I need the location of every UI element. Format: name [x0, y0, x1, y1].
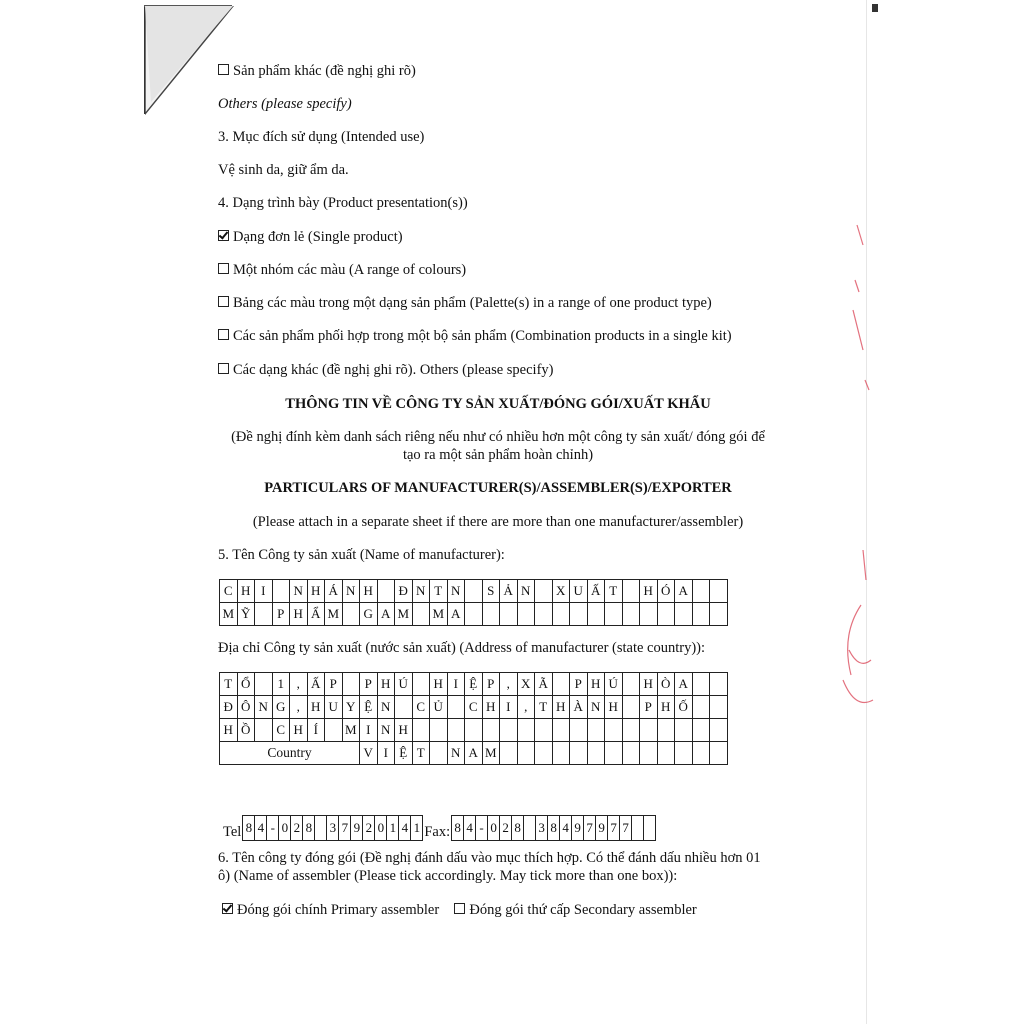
- grid-cell: [500, 603, 518, 626]
- grid-cell: Á: [325, 580, 343, 603]
- section5-heading: 5. Tên Công ty sản xuất (Name of manufacturer):: [218, 547, 505, 563]
- grid-cell: H: [220, 719, 238, 742]
- grid-cell: [272, 580, 290, 603]
- grid-cell: [465, 603, 483, 626]
- grid-cell: [657, 742, 675, 765]
- digit-cell: 2: [291, 816, 303, 840]
- grid-cell: Ố: [675, 696, 693, 719]
- grid-cell: [622, 696, 640, 719]
- grid-cell: [587, 742, 605, 765]
- grid-cell: A: [675, 673, 693, 696]
- digit-cell: -: [267, 816, 279, 840]
- grid-cell: H: [237, 580, 255, 603]
- grid-row: [220, 580, 728, 603]
- grid-cell: Đ: [395, 580, 413, 603]
- grid-cell: [640, 719, 658, 742]
- grid-cell: [255, 603, 273, 626]
- digit-cell: [644, 816, 655, 840]
- grid-cell: ,: [290, 673, 308, 696]
- grid-cell: [605, 719, 623, 742]
- grid-cell: V: [360, 742, 378, 765]
- grid-cell: [657, 719, 675, 742]
- digit-cell: 4: [255, 816, 267, 840]
- manufacturer-address-grid: [219, 672, 728, 765]
- presentation-option: Bảng các màu trong một dạng sản phẩm (Palette(s) in a range of one product type): [218, 295, 712, 311]
- grid-cell: P: [360, 673, 378, 696]
- grid-cell: [517, 603, 535, 626]
- grid-cell: Í: [307, 719, 325, 742]
- grid-cell: M: [395, 603, 413, 626]
- grid-cell: N: [447, 580, 465, 603]
- digit-cell: 2: [363, 816, 375, 840]
- grid-cell: [622, 673, 640, 696]
- grid-cell: [535, 742, 553, 765]
- grid-cell: Ò: [657, 673, 675, 696]
- digit-cell: 3: [536, 816, 548, 840]
- grid-cell: [570, 719, 588, 742]
- digit-cell: 9: [351, 816, 363, 840]
- checkbox-icon: [454, 903, 465, 914]
- digit-cell: 9: [596, 816, 608, 840]
- grid-cell: [692, 673, 710, 696]
- grid-cell: N: [447, 742, 465, 765]
- grid-cell: I: [500, 696, 518, 719]
- grid-cell: [552, 673, 570, 696]
- grid-cell: [255, 719, 273, 742]
- grid-cell: N: [377, 696, 395, 719]
- grid-row: [220, 673, 728, 696]
- grid-cell: N: [412, 580, 430, 603]
- grid-cell: H: [482, 696, 500, 719]
- grid-cell: [570, 742, 588, 765]
- corner-mark: [872, 4, 878, 12]
- grid-cell: [587, 719, 605, 742]
- grid-cell: S: [482, 580, 500, 603]
- presentation-option: Các sản phẩm phối hợp trong một bộ sản phẩm (Combination products in a single kit): [218, 328, 732, 344]
- secondary-assembler-label: Đóng gói thứ cấp Secondary assembler: [469, 902, 697, 918]
- grid-cell: [255, 673, 273, 696]
- grid-cell: H: [552, 696, 570, 719]
- grid-cell: M: [482, 742, 500, 765]
- grid-cell: [377, 580, 395, 603]
- grid-cell: Ô: [237, 696, 255, 719]
- presentation-option: Dạng đơn lẻ (Single product): [218, 229, 403, 245]
- digit-cell: 8: [303, 816, 315, 840]
- grid-cell: [675, 742, 693, 765]
- grid-cell: Ú: [395, 673, 413, 696]
- section6-heading: 6. Tên công ty đóng gói (Đề nghị đánh dấu vào mục thích hợp. Có thể đánh dấu nhiều hơn 01: [218, 850, 761, 866]
- grid-cell: P: [640, 696, 658, 719]
- section3-value: Vệ sinh da, giữ ẩm da.: [218, 162, 349, 178]
- grid-cell: [535, 580, 553, 603]
- grid-cell: H: [360, 580, 378, 603]
- grid-cell: G: [360, 603, 378, 626]
- digit-cell: 9: [572, 816, 584, 840]
- digit-cell: 3: [327, 816, 339, 840]
- grid-cell: Ủ: [430, 696, 448, 719]
- grid-cell: A: [675, 580, 693, 603]
- checkbox-checked-icon: [218, 230, 229, 241]
- digit-cell: 7: [584, 816, 596, 840]
- grid-cell: P: [482, 673, 500, 696]
- grid-cell: Ỹ: [237, 603, 255, 626]
- checkbox-icon: [218, 263, 229, 274]
- grid-cell: [605, 603, 623, 626]
- grid-cell: [465, 580, 483, 603]
- checkbox-checked-icon: [222, 903, 233, 914]
- digit-cell: 8: [243, 816, 255, 840]
- grid-cell: N: [587, 696, 605, 719]
- grid-cell: [710, 696, 728, 719]
- grid-cell: [622, 719, 640, 742]
- digit-cell: 1: [413, 820, 421, 835]
- grid-cell: C: [220, 580, 238, 603]
- grid-cell: H: [307, 580, 325, 603]
- grid-cell: T: [430, 580, 448, 603]
- grid-cell: N: [255, 696, 273, 719]
- grid-cell: M: [325, 603, 343, 626]
- grid-cell: Ấ: [307, 673, 325, 696]
- grid-cell: ,: [290, 696, 308, 719]
- grid-cell: H: [430, 673, 448, 696]
- checkbox-icon: [218, 296, 229, 307]
- checkbox-icon: [218, 363, 229, 374]
- digit-cell: [632, 816, 644, 840]
- grid-cell: H: [640, 580, 658, 603]
- grid-cell: [587, 603, 605, 626]
- red-stamp-fragment: [835, 210, 875, 730]
- digit-cell: 4: [399, 816, 411, 840]
- grid-cell: Ã: [535, 673, 553, 696]
- digit-cell: -: [476, 816, 488, 840]
- grid-cell: [622, 580, 640, 603]
- grid-cell: [710, 603, 728, 626]
- grid-cell: Ú: [605, 673, 623, 696]
- grid-cell: [605, 742, 623, 765]
- grid-cell: [710, 673, 728, 696]
- contact-row: [223, 815, 656, 841]
- company-info-title-en: PARTICULARS OF MANUFACTURER(S)/ASSEMBLER(S)/EXPORTER: [264, 480, 732, 496]
- grid-cell: [325, 719, 343, 742]
- grid-cell: H: [377, 673, 395, 696]
- grid-cell: [342, 603, 360, 626]
- section6-heading-2: ô) (Name of assembler (Please tick accordingly. May tick more than one box)):: [218, 868, 678, 884]
- grid-cell: [710, 719, 728, 742]
- grid-cell: [675, 719, 693, 742]
- grid-cell: Ệ: [465, 673, 483, 696]
- grid-cell: H: [395, 719, 413, 742]
- grid-cell: N: [377, 719, 395, 742]
- grid-cell: À: [570, 696, 588, 719]
- digit-cell: 8: [452, 816, 464, 840]
- grid-cell: Đ: [220, 696, 238, 719]
- grid-cell: H: [605, 696, 623, 719]
- grid-cell: [710, 742, 728, 765]
- digit-cell: 4: [560, 816, 572, 840]
- address-label: Địa chỉ Công ty sản xuất (nước sản xuất) (Address of manufacturer (state country)):: [218, 640, 706, 656]
- company-info-note-vi: (Đề nghị đính kèm danh sách riêng nếu như có nhiều hơn một công ty sản xuất/ đóng gói để: [231, 429, 765, 445]
- grid-cell: [692, 719, 710, 742]
- grid-cell: A: [377, 603, 395, 626]
- grid-cell: U: [325, 696, 343, 719]
- company-info-title-vi: THÔNG TIN VỀ CÔNG TY SẢN XUẤT/ĐÓNG GÓI/XUẤT KHẨU: [285, 396, 711, 412]
- country-row: [220, 742, 728, 765]
- section4-heading: 4. Dạng trình bày (Product presentation(s)): [218, 195, 468, 211]
- grid-cell: N: [517, 580, 535, 603]
- grid-cell: [657, 603, 675, 626]
- grid-cell: [395, 696, 413, 719]
- grid-cell: [622, 742, 640, 765]
- digit-cell: 4: [464, 816, 476, 840]
- digit-cell: 7: [608, 816, 620, 840]
- grid-cell: G: [272, 696, 290, 719]
- grid-cell: [622, 603, 640, 626]
- grid-cell: I: [377, 742, 395, 765]
- grid-cell: [412, 719, 430, 742]
- grid-cell: [482, 603, 500, 626]
- grid-cell: I: [255, 580, 273, 603]
- grid-cell: N: [290, 580, 308, 603]
- grid-cell: [482, 719, 500, 742]
- section3-heading: 3. Mục đích sử dụng (Intended use): [218, 129, 425, 145]
- company-info-note-vi-2: tạo ra một sản phẩm hoàn chỉnh): [402, 447, 594, 463]
- grid-cell: H: [640, 673, 658, 696]
- manufacturer-name-grid: [219, 579, 728, 626]
- grid-cell: M: [430, 603, 448, 626]
- grid-cell: Ệ: [360, 696, 378, 719]
- grid-cell: [640, 742, 658, 765]
- grid-cell: [500, 719, 518, 742]
- grid-cell: [692, 603, 710, 626]
- grid-cell: [447, 719, 465, 742]
- grid-cell: [412, 603, 430, 626]
- grid-cell: T: [535, 696, 553, 719]
- grid-cell: H: [587, 673, 605, 696]
- grid-cell: H: [307, 696, 325, 719]
- grid-cell: Ồ: [237, 719, 255, 742]
- grid-cell: [517, 719, 535, 742]
- grid-cell: X: [517, 673, 535, 696]
- grid-cell: T: [220, 673, 238, 696]
- grid-cell: [675, 603, 693, 626]
- grid-cell: Ấ: [587, 580, 605, 603]
- grid-cell: [552, 742, 570, 765]
- grid-row: [220, 603, 728, 626]
- option-other-products: Sản phẩm khác (đề nghị ghi rõ): [218, 63, 416, 79]
- grid-cell: [570, 603, 588, 626]
- grid-row: [220, 719, 728, 742]
- grid-cell: [535, 719, 553, 742]
- grid-cell: [640, 603, 658, 626]
- grid-cell: [517, 742, 535, 765]
- grid-cell: ,: [517, 696, 535, 719]
- grid-cell: [430, 719, 448, 742]
- country-label: Country: [220, 742, 360, 765]
- presentation-option: Các dạng khác (đề nghị ghi rõ). Others (please specify): [218, 362, 554, 378]
- digit-cell: 0: [488, 816, 500, 840]
- digit-cell: 8: [512, 816, 524, 840]
- digit-cell: 0: [279, 816, 291, 840]
- digit-cell: [315, 816, 327, 840]
- grid-cell: Ổ: [237, 673, 255, 696]
- grid-cell: A: [465, 742, 483, 765]
- grid-cell: T: [412, 742, 430, 765]
- fax-label: Fax:: [424, 824, 451, 840]
- grid-cell: [447, 696, 465, 719]
- grid-cell: [552, 719, 570, 742]
- grid-row: [220, 696, 728, 719]
- digit-cell: 7: [339, 816, 351, 840]
- grid-cell: A: [447, 603, 465, 626]
- grid-cell: [430, 742, 448, 765]
- assembler-options: [222, 902, 697, 918]
- grid-cell: P: [570, 673, 588, 696]
- presentation-option: Một nhóm các màu (A range of colours): [218, 262, 466, 278]
- grid-cell: Y: [342, 696, 360, 719]
- checkbox-icon: [218, 329, 229, 340]
- grid-cell: C: [465, 696, 483, 719]
- grid-cell: Ẩ: [307, 603, 325, 626]
- grid-cell: [412, 673, 430, 696]
- digit-cell: 8: [548, 816, 560, 840]
- grid-cell: C: [412, 696, 430, 719]
- grid-cell: [710, 580, 728, 603]
- grid-cell: P: [272, 603, 290, 626]
- grid-cell: I: [447, 673, 465, 696]
- grid-cell: H: [290, 719, 308, 742]
- checkbox-icon: [218, 64, 229, 75]
- grid-cell: [692, 580, 710, 603]
- grid-cell: Ó: [657, 580, 675, 603]
- grid-cell: T: [605, 580, 623, 603]
- digit-cell: 7: [620, 816, 632, 840]
- grid-cell: [500, 742, 518, 765]
- grid-cell: [535, 603, 553, 626]
- grid-cell: [692, 696, 710, 719]
- grid-cell: 1: [272, 673, 290, 696]
- grid-cell: N: [342, 580, 360, 603]
- grid-cell: [342, 673, 360, 696]
- digit-cell: 1: [387, 816, 399, 840]
- grid-cell: [692, 742, 710, 765]
- grid-cell: Ệ: [395, 742, 413, 765]
- fax-digits: [451, 815, 656, 841]
- grid-cell: M: [342, 719, 360, 742]
- grid-cell: M: [220, 603, 238, 626]
- company-info-note-en: (Please attach in a separate sheet if there are more than one manufacturer/assembler): [252, 514, 744, 530]
- grid-cell: U: [570, 580, 588, 603]
- grid-cell: H: [657, 696, 675, 719]
- digit-cell: 2: [500, 816, 512, 840]
- grid-cell: ,: [500, 673, 518, 696]
- grid-cell: P: [325, 673, 343, 696]
- digit-cell: 0: [375, 816, 387, 840]
- tel-digits: [242, 815, 423, 841]
- grid-cell: I: [360, 719, 378, 742]
- grid-cell: Ả: [500, 580, 518, 603]
- grid-cell: [552, 603, 570, 626]
- digit-cell: [524, 816, 536, 840]
- grid-cell: H: [290, 603, 308, 626]
- grid-cell: C: [272, 719, 290, 742]
- grid-cell: X: [552, 580, 570, 603]
- grid-cell: [465, 719, 483, 742]
- tel-label: Tel: [223, 824, 242, 840]
- primary-assembler-label: Đóng gói chính Primary assembler: [237, 902, 440, 918]
- option-other-products-en: Others (please specify): [218, 96, 352, 112]
